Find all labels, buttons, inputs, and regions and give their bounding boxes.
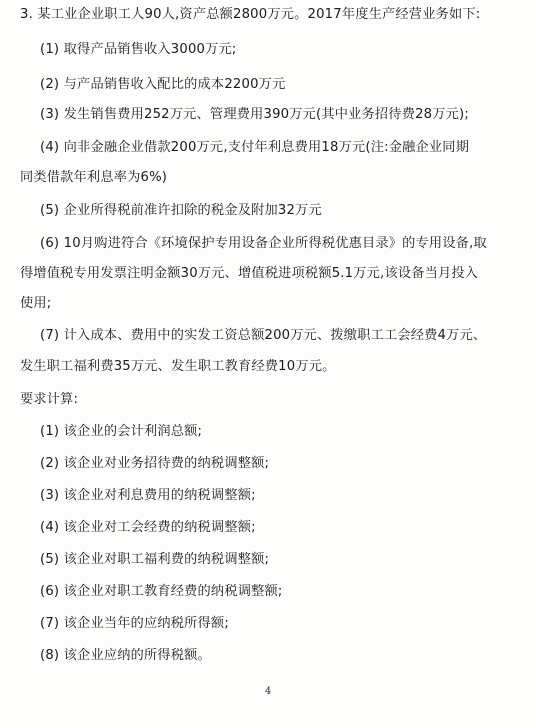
requirement-item-3: (3) 该企业对利息费用的纳税调整额; <box>40 488 256 503</box>
requirement-item-6: (6) 该企业对职工教育经费的纳税调整额; <box>40 584 283 599</box>
problem-item-1: (1) 取得产品销售收入3000万元; <box>40 42 237 57</box>
problem-item-6-cont-1: 得增值税专用发票注明金额30万元、增值税进项税额5.1万元,该设备当月投入 <box>20 266 479 281</box>
problem-item-7: (7) 计入成本、费用中的实发工资总额200万元、拨缴职工工会经费4万元、 <box>40 328 487 343</box>
problem-item-7-cont: 发生职工福利费35万元、发生职工教育经费10万元。 <box>20 359 336 374</box>
problem-item-3: (3) 发生销售费用252万元、管理费用390万元(其中业务招待费28万元); <box>40 107 470 122</box>
requirement-item-4: (4) 该企业对工会经费的纳税调整额; <box>40 520 256 535</box>
problem-item-4-cont: 同类借款年利息率为6%) <box>20 170 168 185</box>
problem-item-5: (5) 企业所得税前准许扣除的税金及附加32万元 <box>40 203 322 218</box>
requirement-item-7: (7) 该企业当年的应纳税所得额; <box>40 616 229 631</box>
problem-item-2: (2) 与产品销售收入配比的成本2200万元 <box>40 77 286 92</box>
problem-item-6-cont-2: 使用; <box>20 296 52 311</box>
requirement-item-5: (5) 该企业对职工福利费的纳税调整额; <box>40 552 270 567</box>
requirement-item-2: (2) 该企业对业务招待费的纳税调整额; <box>40 456 270 471</box>
page-number: 4 <box>264 686 272 697</box>
problem-intro: 3. 某工业企业职工人90人,资产总额2800万元。2017年度生产经营业务如下: <box>20 7 481 22</box>
problem-item-6: (6) 10月购进符合《环境保护专用设备企业所得税优惠目录》的专用设备,取 <box>40 236 487 251</box>
requirement-item-1: (1) 该企业的会计利润总额; <box>40 424 203 439</box>
problem-item-4: (4) 向非金融企业借款200万元,支付年利息费用18万元(注:金融企业同期 <box>40 140 470 155</box>
requirement-item-8: (8) 该企业应纳的所得税额。 <box>40 648 211 663</box>
requirements-heading: 要求计算: <box>20 392 79 407</box>
